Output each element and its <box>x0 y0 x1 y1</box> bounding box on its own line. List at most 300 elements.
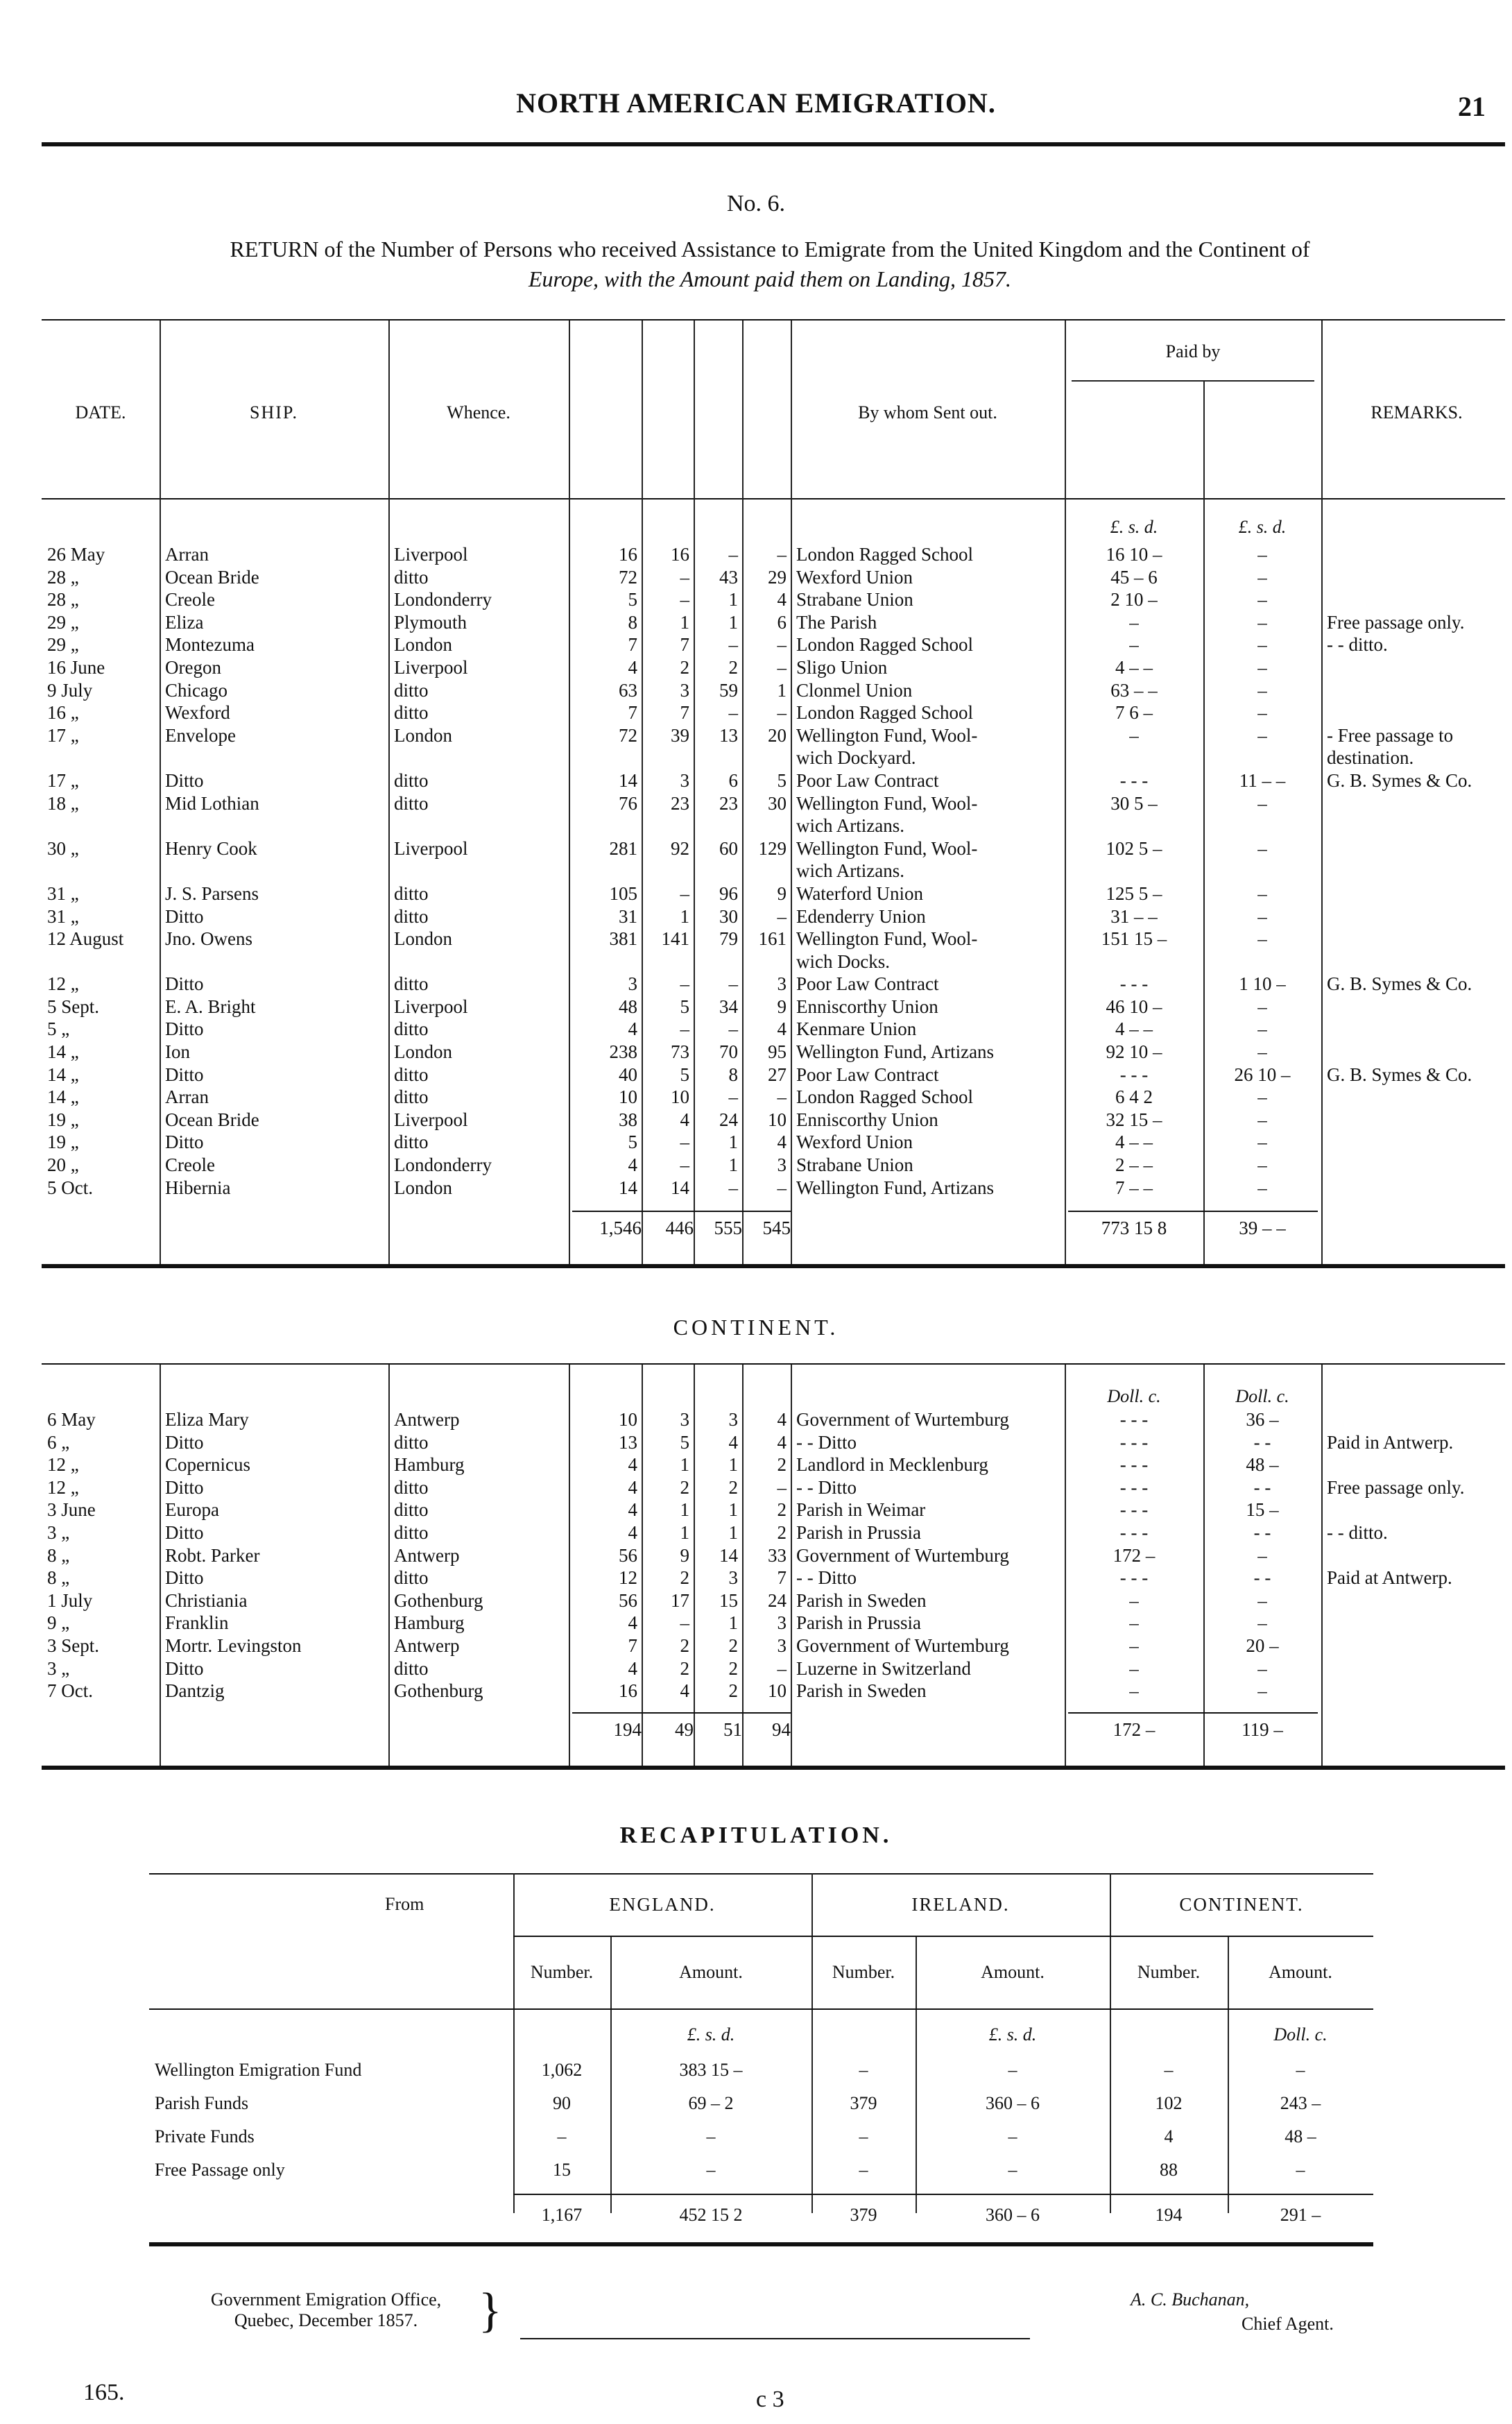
cell-total-persons: 4 <box>628 1612 637 1634</box>
recap-eng-number: 90 <box>553 2093 571 2113</box>
table-row <box>42 905 1512 928</box>
cell-paid-1: 7 – – <box>1115 1177 1153 1198</box>
cell-paid-1: - - - <box>1119 1409 1149 1430</box>
cell-total-persons: 4 <box>628 1476 637 1498</box>
recap-total-ire-num: 379 <box>850 2205 877 2225</box>
cell-persons-col2: 1 <box>680 1499 689 1521</box>
cell-whence: Londonderry <box>394 1154 492 1176</box>
cell-persons-col2: 5 <box>680 1064 689 1085</box>
continent-emigration-table <box>42 1408 1512 1702</box>
cell-sent-by: Strabane Union <box>796 589 913 611</box>
cell-whence: London <box>394 1041 452 1063</box>
cell-ship: Ocean Bride <box>165 566 259 588</box>
cell-sent-by: Wellington Fund, Wool- <box>796 837 978 859</box>
recap-con-number: 102 <box>1155 2093 1183 2113</box>
cell-remark <box>1321 679 1512 702</box>
cell-remark <box>1321 1453 1512 1476</box>
cell-persons-col3 <box>694 860 742 882</box>
cell-persons-col4: 9 <box>777 882 787 904</box>
table-row <box>42 1041 1512 1064</box>
cell-persons-col3: 3 <box>728 1567 738 1589</box>
col-header-whence: Whence. <box>447 402 510 423</box>
cell-paid-2: – <box>1257 837 1267 859</box>
return-line-1: RETURN of the Number of Persons who received Assistance to Emigrate from the United Kingdom and the Continent of <box>230 237 1310 262</box>
cell-sent-by: London Ragged School <box>796 634 973 656</box>
cell-remark <box>1321 996 1512 1018</box>
cell-ship: Dantzig <box>165 1680 225 1702</box>
cell-paid-1: 102 5 – <box>1106 837 1162 859</box>
cell-total-persons: 381 <box>609 928 637 950</box>
table-row <box>42 769 1512 792</box>
cell-persons-col3: 1 <box>728 1521 738 1543</box>
cell-persons-col2 <box>642 746 694 769</box>
cell-persons-col4: 4 <box>777 1132 787 1153</box>
cell-whence: ditto <box>394 1018 429 1040</box>
table-header-rule <box>42 498 1505 500</box>
recap-eng-amount: 383 15 – <box>679 2060 743 2080</box>
table-row <box>42 1408 1512 1431</box>
cell-paid-2: – <box>1257 634 1267 656</box>
cell-remark <box>1321 860 1512 882</box>
cell-paid-2: – <box>1257 702 1267 724</box>
cell-ship: Henry Cook <box>165 837 257 859</box>
cell-remark: - Free passage to <box>1327 724 1454 746</box>
uk-total-paid1: 773 15 8 <box>1101 1218 1167 1238</box>
cell-remark <box>1321 905 1512 928</box>
paid-by-bracket <box>1072 380 1314 382</box>
cell-paid-2 <box>1203 746 1321 769</box>
cell-paid-2: – <box>1257 1018 1267 1040</box>
cell-persons-col2: 73 <box>671 1041 689 1063</box>
cell-paid-2: 36 – <box>1246 1409 1279 1430</box>
cell-paid-2: – <box>1257 1177 1267 1198</box>
recap-ireland: IRELAND. <box>911 1894 1010 1915</box>
cell-total-persons <box>569 950 642 973</box>
cell-total-persons: 63 <box>619 679 637 701</box>
cell-paid-1: – <box>1129 1635 1139 1656</box>
uk-emigration-table <box>42 543 1512 1199</box>
cell-date <box>42 860 160 882</box>
cell-persons-col2: 1 <box>680 611 689 633</box>
cell-date: 19 „ <box>47 1132 79 1153</box>
cell-whence: ditto <box>394 769 429 791</box>
recap-ire-lsd: £. s. d. <box>988 2024 1037 2045</box>
table-top-rule <box>42 319 1505 321</box>
cell-remark <box>1321 566 1512 589</box>
recap-con-number: 4 <box>1164 2126 1174 2146</box>
cell-ship: Eliza <box>165 611 204 633</box>
cell-whence: Liverpool <box>394 996 468 1017</box>
cell-date: 31 „ <box>47 905 79 927</box>
cell-paid-1: - - - <box>1119 769 1149 791</box>
cell-sent-by: - - Ditto <box>796 1476 857 1498</box>
cell-date: 19 „ <box>47 1109 79 1130</box>
cell-paid-1: 32 15 – <box>1106 1109 1162 1130</box>
cell-paid-2: – <box>1257 566 1267 588</box>
cell-whence: ditto <box>394 905 429 927</box>
cell-remark <box>1321 1544 1512 1567</box>
cell-sent-by: Parish in Weimar <box>796 1499 926 1521</box>
recap-ire-number: 379 <box>850 2093 877 2113</box>
cell-remark <box>1321 1657 1512 1680</box>
cell-paid-1: – <box>1129 634 1139 656</box>
col-header-date: DATE. <box>75 402 126 423</box>
cell-sent-by: Government of Wurtemburg <box>796 1409 1009 1430</box>
cell-persons-col2: – <box>680 1612 689 1634</box>
cont-paid-totals-rule <box>1068 1712 1318 1714</box>
cell-persons-col2: 4 <box>680 1680 689 1702</box>
cell-persons-col3: 2 <box>728 1680 738 1702</box>
cell-paid-2: – <box>1257 1657 1267 1679</box>
cell-persons-col3: 24 <box>719 1109 738 1130</box>
cell-ship: Wexford <box>165 702 230 724</box>
cell-persons-col4: 10 <box>768 1109 787 1130</box>
cell-whence: Liverpool <box>394 656 468 678</box>
cell-paid-2: – <box>1257 1589 1267 1611</box>
cell-ship: Jno. Owens <box>165 928 252 950</box>
col-header-paid-by: Paid by <box>1165 341 1221 361</box>
recap-ire-amount-hdr: Amount. <box>981 1962 1045 1982</box>
cell-persons-col2: 23 <box>671 792 689 814</box>
cell-sent-by: Kenmare Union <box>796 1018 917 1040</box>
cell-ship: Ditto <box>165 1018 204 1040</box>
cell-paid-2: – <box>1257 544 1267 565</box>
cell-sent-by: Parish in Sweden <box>796 1680 927 1702</box>
continent-title: CONTINENT. <box>673 1315 839 1340</box>
table-row <box>42 1177 1512 1200</box>
cell-paid-1: 45 – 6 <box>1110 566 1158 588</box>
recap-con-dollc: Doll. c. <box>1273 2024 1328 2045</box>
cell-persons-col3: – <box>728 973 738 995</box>
cell-paid-1: 46 10 – <box>1106 996 1162 1017</box>
cell-persons-col3: 8 <box>728 1064 738 1085</box>
cell-date: 29 „ <box>47 634 79 656</box>
recap-total-con-amt: 291 – <box>1280 2205 1321 2225</box>
cell-sent-by: Strabane Union <box>796 1154 913 1176</box>
cell-persons-col4: 3 <box>777 1154 787 1176</box>
cell-persons-col2: 4 <box>680 1109 689 1130</box>
cell-persons-col2: – <box>680 1132 689 1153</box>
cell-persons-col4: 4 <box>777 1018 787 1040</box>
cell-ship <box>160 746 388 769</box>
cell-persons-col4: – <box>777 905 787 927</box>
cell-persons-col3: 2 <box>728 1476 738 1498</box>
cell-persons-col3: 1 <box>728 611 738 633</box>
table-row <box>42 566 1512 589</box>
cell-sent-by: Parish in Prussia <box>796 1612 922 1634</box>
cell-persons-col3: 30 <box>719 905 738 927</box>
cell-remark: Free passage only. <box>1327 1476 1465 1498</box>
cell-total-persons: 4 <box>628 1154 637 1176</box>
cell-date: 1 July <box>47 1589 93 1611</box>
cell-paid-1: - - - <box>1119 1499 1149 1521</box>
cell-whence: ditto <box>394 1476 429 1498</box>
cell-ship: Ditto <box>165 1476 204 1498</box>
cell-paid-2: – <box>1257 611 1267 633</box>
cell-total-persons: 4 <box>628 1499 637 1521</box>
cell-persons-col2: 1 <box>680 1521 689 1543</box>
recapitulation-title: RECAPITULATION. <box>619 1823 893 1848</box>
cell-ship: Envelope <box>165 724 236 746</box>
table-row <box>42 1086 1512 1109</box>
cell-persons-col4: – <box>777 1476 787 1498</box>
cell-remark <box>1321 543 1512 566</box>
cell-ship: Ditto <box>165 905 204 927</box>
cell-sent-by: Parish in Sweden <box>796 1589 927 1611</box>
cell-remark <box>1321 814 1512 837</box>
cell-ship <box>160 814 388 837</box>
cell-paid-2: – <box>1257 1612 1267 1634</box>
table-row <box>42 1064 1512 1086</box>
office-line-2: Quebec, December 1857. <box>234 2310 418 2330</box>
recap-total-ire-amt: 360 – 6 <box>986 2205 1040 2225</box>
cell-persons-col3 <box>694 950 742 973</box>
cell-ship <box>160 860 388 882</box>
cell-ship: Christiania <box>165 1589 248 1611</box>
cell-date: 8 „ <box>47 1567 70 1589</box>
cell-whence: ditto <box>394 1431 429 1453</box>
cell-persons-col3: – <box>728 1018 738 1040</box>
cell-remark <box>1321 928 1512 950</box>
cell-sent-by: Edenderry Union <box>796 905 926 927</box>
cell-remark <box>1321 1635 1512 1657</box>
cell-persons-col2 <box>642 814 694 837</box>
cell-date: 28 „ <box>47 589 79 611</box>
cell-sent-by: Clonmel Union <box>796 679 913 701</box>
cell-persons-col4: – <box>777 544 787 565</box>
cell-persons-col2: 3 <box>680 679 689 701</box>
cell-paid-1: 4 – – <box>1115 1018 1153 1040</box>
recap-total-eng-amt: 452 15 2 <box>679 2205 743 2225</box>
cell-total-persons: 10 <box>619 1409 637 1430</box>
cont-total-n2: 49 <box>675 1719 694 1740</box>
cell-persons-col2: – <box>680 1018 689 1040</box>
cell-sent-by: Poor Law Contract <box>796 1064 939 1085</box>
table-row <box>42 1635 1512 1657</box>
cont-total-paid2: 119 – <box>1242 1719 1283 1740</box>
cell-persons-col3: 2 <box>728 1635 738 1656</box>
cell-sent-by: The Parish <box>796 611 877 633</box>
cell-persons-col2: 17 <box>671 1589 689 1611</box>
cell-total-persons <box>569 814 642 837</box>
recap-subhead-rule <box>513 1936 1373 1937</box>
cell-date: 26 May <box>47 544 105 565</box>
cell-persons-col4 <box>742 814 791 837</box>
table-row <box>42 1567 1512 1589</box>
cell-persons-col2: – <box>680 1154 689 1176</box>
return-line-2: Europe, with the Amount paid them on Landing, 1857. <box>529 266 1011 291</box>
cell-persons-col3: 15 <box>719 1589 738 1611</box>
recap-eng-amount: – <box>706 2126 716 2146</box>
cell-whence: Gothenburg <box>394 1589 483 1611</box>
cell-sent-by: Waterford Union <box>796 882 924 904</box>
cell-persons-col3: 1 <box>728 1132 738 1153</box>
cell-persons-col2: 1 <box>680 1454 689 1476</box>
table-row <box>42 611 1512 634</box>
cell-persons-col2: 92 <box>671 837 689 859</box>
cell-persons-col4: 30 <box>768 792 787 814</box>
cell-date: 14 „ <box>47 1041 79 1063</box>
cont-total-n4: 94 <box>772 1719 791 1740</box>
cell-total-persons: 48 <box>619 996 637 1017</box>
pounds-header-2: £. s. d. <box>1238 517 1287 537</box>
cell-persons-col4: 4 <box>777 1431 787 1453</box>
table-row <box>42 633 1512 656</box>
running-title: NORTH AMERICAN EMIGRATION. <box>516 87 996 119</box>
cell-persons-col2: 2 <box>680 1476 689 1498</box>
cell-whence: ditto <box>394 566 429 588</box>
cell-date: 3 „ <box>47 1657 70 1679</box>
cell-total-persons: 4 <box>628 1657 637 1679</box>
cell-ship: Ditto <box>165 1064 204 1085</box>
cell-paid-1: – <box>1129 1612 1139 1634</box>
cell-total-persons: 4 <box>628 656 637 678</box>
cell-total-persons: 4 <box>628 1454 637 1476</box>
cell-paid-1: – <box>1129 1680 1139 1702</box>
cell-persons-col4: – <box>777 656 787 678</box>
cell-persons-col4: 33 <box>768 1544 787 1566</box>
cell-ship: Ditto <box>165 1521 204 1543</box>
cell-total-persons: 7 <box>628 634 637 656</box>
cell-whence: ditto <box>394 973 429 995</box>
cell-whence: Liverpool <box>394 1109 468 1130</box>
recap-label: Private Funds <box>155 2126 255 2146</box>
cell-persons-col3: 1 <box>728 1454 738 1476</box>
cell-sent-by: Poor Law Contract <box>796 769 939 791</box>
cell-total-persons: 3 <box>628 973 637 995</box>
cell-paid-1: - - - <box>1119 1567 1149 1589</box>
cell-sent-by: Parish in Prussia <box>796 1521 922 1543</box>
doll-header-2: Doll. c. <box>1235 1386 1289 1406</box>
cell-paid-2: 1 10 – <box>1239 973 1286 995</box>
cell-sent-by: Wexford Union <box>796 566 913 588</box>
cell-persons-col2: 14 <box>671 1177 689 1198</box>
recap-eng-number: – <box>557 2126 567 2146</box>
cell-sent-by: wich Artizans. <box>796 860 904 882</box>
folio-number: 165. <box>83 2380 125 2405</box>
cell-ship: Hibernia <box>165 1177 231 1198</box>
cell-ship: Europa <box>165 1499 219 1521</box>
recap-continent: CONTINENT. <box>1179 1894 1304 1915</box>
cell-remark: G. B. Symes & Co. <box>1327 973 1472 995</box>
cell-total-persons: 16 <box>619 544 637 565</box>
cell-ship: Ion <box>165 1041 190 1063</box>
cell-ship: Ocean Bride <box>165 1109 259 1130</box>
cell-persons-col2: – <box>680 589 689 611</box>
table-row <box>42 792 1512 815</box>
recap-label: Parish Funds <box>155 2093 249 2113</box>
cell-date: 3 Sept. <box>47 1635 100 1656</box>
cell-total-persons: 105 <box>609 882 637 904</box>
cell-whence: Liverpool <box>394 544 468 565</box>
table-row <box>42 1453 1512 1476</box>
table-row <box>42 1680 1512 1702</box>
cell-remark: destination. <box>1327 747 1414 769</box>
cell-remark <box>1321 656 1512 679</box>
cell-paid-1: 30 5 – <box>1110 792 1158 814</box>
cell-paid-2: – <box>1257 1544 1267 1566</box>
cell-persons-col4: 161 <box>758 928 787 950</box>
cell-sent-by: wich Artizans. <box>796 815 904 837</box>
recap-con-amount-hdr: Amount. <box>1269 1962 1332 1982</box>
cell-paid-1 <box>1065 814 1203 837</box>
cell-ship: Ditto <box>165 973 204 995</box>
cell-persons-col4: 20 <box>768 724 787 746</box>
recap-table-body <box>149 2054 1373 2187</box>
cell-persons-col3 <box>694 746 742 769</box>
cell-whence: ditto <box>394 679 429 701</box>
cell-persons-col2: 16 <box>671 544 689 565</box>
cell-paid-1: 92 10 – <box>1106 1041 1162 1063</box>
cell-paid-2: - - <box>1253 1476 1271 1498</box>
cell-whence: Gothenburg <box>394 1680 483 1702</box>
cell-paid-2: - - <box>1253 1567 1271 1589</box>
cell-paid-2 <box>1203 950 1321 973</box>
table-row <box>42 860 1512 882</box>
uk-total-n1: 1,546 <box>599 1218 642 1238</box>
cell-persons-col2: 3 <box>680 769 689 791</box>
cell-remark <box>1321 1177 1512 1200</box>
cell-persons-col2: 39 <box>671 724 689 746</box>
cell-persons-col4: 5 <box>777 769 787 791</box>
cell-persons-col4: 27 <box>768 1064 787 1085</box>
recap-ire-number: – <box>859 2126 868 2146</box>
cell-date: 6 May <box>47 1409 96 1430</box>
uk-paid-totals-rule <box>1068 1211 1318 1212</box>
continent-table-body <box>42 1408 1512 1702</box>
cell-persons-col2: 3 <box>680 1409 689 1430</box>
uk-totals-rule <box>572 1211 791 1212</box>
cell-date <box>42 746 160 769</box>
cell-persons-col4: 1 <box>777 679 787 701</box>
cell-persons-col2: 7 <box>680 702 689 724</box>
table-row <box>42 882 1512 905</box>
cell-paid-2: 26 10 – <box>1234 1064 1291 1085</box>
cell-total-persons: 7 <box>628 1635 637 1656</box>
cell-remark: G. B. Symes & Co. <box>1327 1064 1472 1085</box>
continent-top-rule <box>42 1363 1505 1365</box>
signature-title: Chief Agent. <box>1242 2314 1334 2334</box>
cell-paid-1 <box>1065 950 1203 973</box>
recap-con-amount: 243 – <box>1280 2093 1321 2113</box>
recap-con-number: 88 <box>1160 2160 1178 2180</box>
recap-eng-amount-hdr: Amount. <box>679 1962 743 1982</box>
cell-paid-1: – <box>1129 1657 1139 1679</box>
cell-paid-2: – <box>1257 905 1267 927</box>
cell-paid-1: 63 – – <box>1110 679 1158 701</box>
cell-paid-1: - - - <box>1119 1064 1149 1085</box>
cell-ship: Copernicus <box>165 1454 250 1476</box>
cell-ship: Chicago <box>165 679 227 701</box>
recap-header-rule <box>149 2008 1373 2010</box>
cell-paid-1: - - - <box>1119 973 1149 995</box>
cell-paid-1: 6 4 2 <box>1115 1086 1153 1108</box>
cell-whence: Londonderry <box>394 589 492 611</box>
cell-persons-col4: 2 <box>777 1499 787 1521</box>
cell-persons-col3: 43 <box>719 566 738 588</box>
table-row <box>42 1109 1512 1132</box>
cell-sent-by: London Ragged School <box>796 544 973 565</box>
cell-remark <box>1321 1018 1512 1041</box>
cell-paid-2: – <box>1257 928 1267 950</box>
cell-total-persons: 14 <box>619 769 637 791</box>
cell-paid-2: - - <box>1253 1521 1271 1543</box>
table-row <box>42 543 1512 566</box>
cell-persons-col4: 9 <box>777 996 787 1017</box>
cell-date: 9 „ <box>47 1612 70 1634</box>
cell-paid-1: - - - <box>1119 1454 1149 1476</box>
table-row <box>42 588 1512 611</box>
